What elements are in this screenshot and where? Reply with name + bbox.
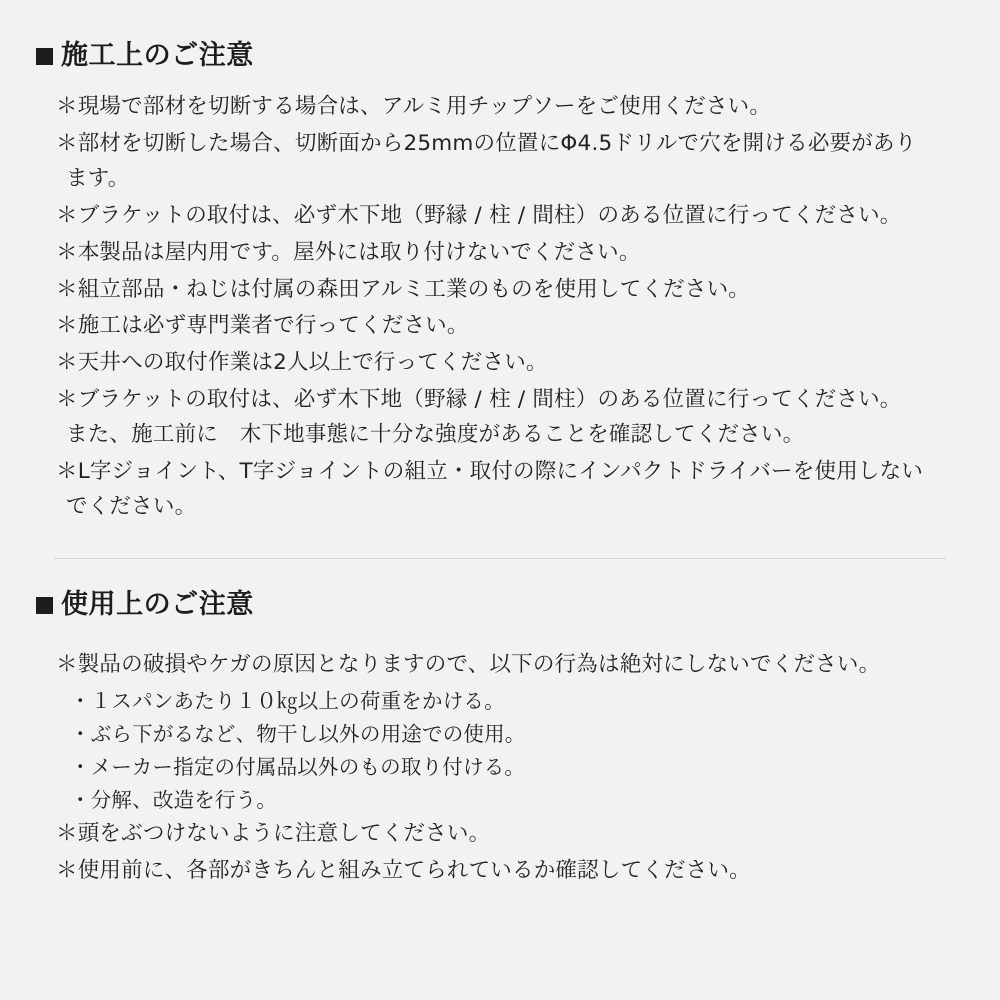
note-text: ＊天井への取付作業は2人以上で行ってください。 xyxy=(56,350,548,376)
note-text: ＊ブラケットの取付は、必ず木下地（野縁 / 柱 / 間柱）のある位置に行ってください。 xyxy=(56,202,902,228)
note-text: ＊製品の破損やケガの原因となりますので、以下の行為は絶対にしないでください。 xyxy=(56,651,881,677)
section-heading xyxy=(36,40,964,72)
note-text: ＊L字ジョイント、T字ジョイントの組立・取付の際にインパクトドライバーを使用しない xyxy=(56,458,924,484)
spacer xyxy=(36,640,964,648)
note-text: ＊使用前に、各部がきちんと組み立てられているか確認してください。 xyxy=(56,858,751,884)
note-text-continued: ます。 xyxy=(66,166,130,192)
list-item: ・分解、改造を行う。 xyxy=(70,788,278,813)
note-list xyxy=(36,648,964,683)
section-construction-notes xyxy=(36,40,964,524)
note-list xyxy=(36,90,964,524)
list-item xyxy=(36,346,964,381)
list-item xyxy=(36,273,964,308)
section-heading-text: 施工上のご注意 xyxy=(61,40,254,71)
list-item xyxy=(36,199,964,234)
note-text: ＊施工は必ず専門業者で行ってください。 xyxy=(56,313,469,339)
list-item xyxy=(36,127,964,197)
list-item xyxy=(36,648,964,683)
note-text: ＊本製品は屋内用です。屋外には取り付けないでください。 xyxy=(56,239,641,265)
note-list-after xyxy=(36,817,964,889)
note-text-continued: でください。 xyxy=(66,493,197,519)
square-bullet-icon xyxy=(36,48,53,65)
square-bullet-icon xyxy=(36,597,53,614)
list-item: ・メーカー指定の付属品以外のもの取り付ける。 xyxy=(70,754,526,779)
list-item xyxy=(36,236,964,271)
list-item: ・１スパンあたり１０㎏以上の荷重をかける。 xyxy=(70,688,505,713)
note-text: ＊現場で部材を切断する場合は、アルミ用チップソーをご使用ください。 xyxy=(56,94,772,120)
note-text: ＊部材を切断した場合、切断面から25mmの位置にΦ4.5ドリルで穴を開ける必要があり xyxy=(56,131,917,157)
list-item xyxy=(36,309,964,344)
list-item xyxy=(36,455,964,525)
list-item xyxy=(36,854,964,889)
list-item xyxy=(36,817,964,852)
list-item xyxy=(36,383,964,453)
section-heading xyxy=(36,589,964,621)
section-heading-text: 使用上のご注意 xyxy=(61,589,254,621)
note-text: ＊組立部品・ねじは付属の森田アルミ工業のものを使用してください。 xyxy=(56,276,751,302)
sub-note-list xyxy=(36,685,964,818)
list-item: ・ぶら下がるなど、物干し以外の用途での使用。 xyxy=(70,721,526,746)
list-item xyxy=(36,90,964,125)
note-text: ＊ブラケットの取付は、必ず木下地（野縁 / 柱 / 間柱）のある位置に行ってください。 xyxy=(56,387,902,413)
section-divider xyxy=(54,558,946,559)
section-usage-notes xyxy=(36,589,964,889)
note-text: ＊頭をぶつけないように注意してください。 xyxy=(56,821,491,847)
note-text-continued: また、施工前に 木下地事態に十分な強度があることを確認してください。 xyxy=(66,421,805,447)
